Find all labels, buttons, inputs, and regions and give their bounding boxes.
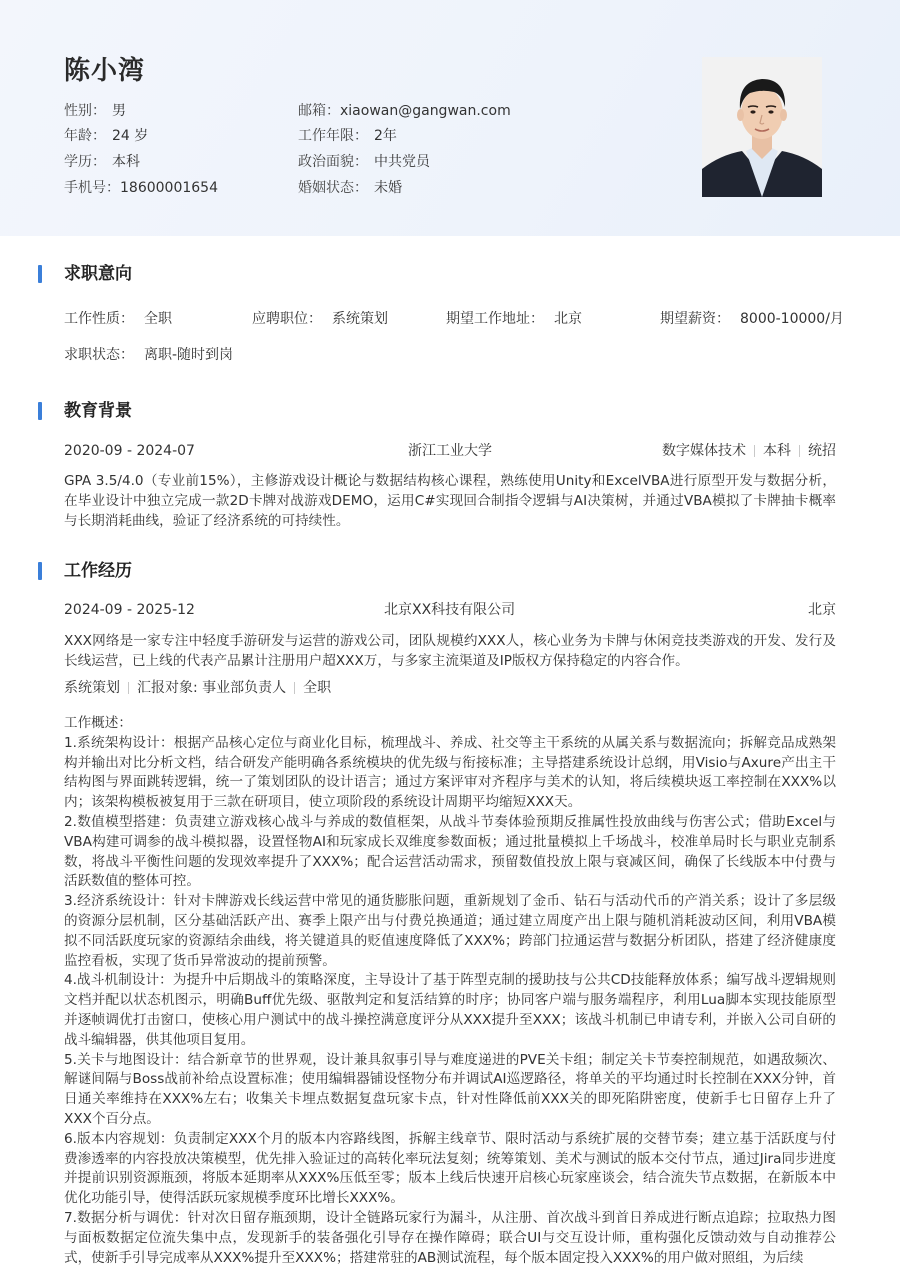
- education-school: 浙江工业大学: [408, 443, 492, 459]
- education-mode: 统招: [808, 443, 836, 459]
- work-item: 6.版本内容规划：负责制定XXX个月的版本内容路线图，拆解主线章节、限时活动与系统扩展的交替节奏；建立基于活跃度与付费渗透率的内容投放决策模型，优先排入验证过的高转化率玩法复刻；统筹策划、美术与测试的版本交付节点，通过Jira同步进度并提前识别资源瓶颈，将版本延期率从XXX%压低至零；版本上线后快速开启核心玩家座谈会，结合流失节点数据，在新版本中优化功能引导，使得活跃玩家规模季度环比增长XXX%。: [64, 1130, 836, 1207]
- work-overview-label: 工作概述：: [64, 715, 132, 731]
- politics-row: [298, 152, 430, 172]
- work-item: 3.经济系统设计：针对卡牌游戏长线运营中常见的通货膨胀问题，重新规划了金币、钻石与活动代币的产消关系；设计了多层级的资源分层机制，区分基础活跃产出、赛季上限产出与付费兑换通道；通过建立周度产出上限与随机消耗波动区间，利用VBA模拟不同活跃度玩家的资源结余曲线，将关键道具的贬值速度降低了XXX%；跨部门拉通运营与数据分析团队，搭建了经济健康度监控看板，实现了货币异常波动的提前预警。: [64, 893, 836, 969]
- work-years-row: [298, 126, 397, 146]
- education-major: 数字媒体技术: [662, 443, 746, 459]
- gender-value: 男: [112, 103, 126, 119]
- separator: [128, 682, 129, 694]
- marital-value: 未婚: [374, 180, 402, 196]
- separator: [799, 445, 800, 457]
- politics-label: 政治面貌：: [298, 154, 368, 170]
- separator: [294, 682, 295, 694]
- work-city: 北京: [808, 602, 836, 618]
- education-label: 学历：: [64, 154, 106, 170]
- email-row: [298, 101, 511, 121]
- gender-row: [64, 101, 126, 121]
- age-label: 年龄：: [64, 128, 106, 144]
- work-item: 5.关卡与地图设计：结合新章节的世界观，设计兼具叙事引导与难度递进的PVE关卡组；制定关卡节奏控制规范，如遇敌频次、解谜间隔与Boss战前补给点设置标准；使用编辑器铺设怪物分布并调试AI巡逻路径，将单关的平均通过时长控制在XXX分钟，首日通关率维持在XXX%左右；收集关卡埋点数据复盘玩家卡点，针对性降低前XXX关的即死陷阱密度，使新手七日留存上升了XXX个百分点。: [64, 1051, 836, 1127]
- candidate-name: 陈小湾: [64, 56, 146, 86]
- phone-value: 18600001654: [120, 180, 218, 196]
- work-item: 7.数据分析与调优：针对次日留存瓶颈期，设计全链路玩家行为漏斗，从注册、首次战斗到首日养成进行断点追踪；拉取热力图与面板数据定位流失集中点，发现新手的装备强化引导存在操作障碍；联合UI与交互设计师，重构强化反馈动效与自动推荐公式，使新手引导完成率从XXX%提升至XXX%；搭建常驻的AB测试流程，每个版本固定投入XXX%的用户做对照组，为后续: [64, 1209, 836, 1266]
- separator: [754, 445, 755, 457]
- intent-city-value: 北京: [554, 311, 582, 327]
- work-period: 2024-09 - 2025-12: [64, 602, 195, 618]
- intent-status-value: 离职-随时到岗: [144, 347, 234, 363]
- intent-type-value: 全职: [144, 311, 172, 327]
- age-value: 24 岁: [112, 128, 149, 144]
- company-description: XXX网络是一家专注中轻度手游研发与运营的游戏公司，团队规模约XXX人，核心业务为卡牌与休闲竞技类游戏的开发、发行及长线运营，已上线的代表产品累计注册用户超XXX万，与多家主流渠道及IP版权方保持稳定的内容合作。: [64, 633, 836, 669]
- marital-row: [298, 178, 402, 198]
- work-role: 系统策划: [64, 680, 120, 696]
- work-item: 1.系统架构设计：根据产品核心定位与商业化目标，梳理战斗、养成、社交等主干系统的从属关系与数据流向；拆解竞品成熟架构并输出对比分析文档，结合研发产能明确各系统模块的优先级与衔接标准；主导搭建系统设计总纲，用Visio与Axure产出主干结构图与界面跳转逻辑，统一了策划团队的设计语言；通过方案评审对齐程序与美术的认知，将后续模块返工率控制在XXX%以内；该架构模板被复用于三款在研项目，使立项阶段的系统设计周期平均缩短XXX天。: [64, 734, 836, 811]
- work-overview: [64, 714, 836, 1274]
- education-description: GPA 3.5/4.0（专业前15%），主修游戏设计概论与数据结构核心课程，熟练使用Unity和ExcelVBA进行原型开发与数据分析，在毕业设计中独立完成一款2D卡牌对战游戏DEMO，运用C#实现回合制指令逻辑与AI决策树，并通过VBA模拟了卡牌抽卡概率与长期消耗曲线，验证了经济系统的可持续性。: [64, 473, 836, 529]
- marital-label: 婚姻状态：: [298, 180, 368, 196]
- intent-status: [64, 345, 233, 365]
- age-row: [64, 126, 148, 146]
- work-item: 2.数值模型搭建：负责建立游戏核心战斗与养成的数值框架，从战斗节奏体验预期反推属性投放曲线与伤害公式；借助Excel与VBA构建可调参的战斗模拟器，设置怪物AI和玩家成长双维度参数面板；通过批量模拟上千场战斗，校准单局时长与职业克制系数，将战斗平衡性问题的发现效率提升了XXX%；配合运营活动需求，预留数值投放上限与衰减区间，确保了长线版本中付费与活跃数值的整体可控。: [64, 813, 836, 890]
- section-education-label: 教育背景: [64, 401, 132, 421]
- work-report: 汇报对象: 事业部负责人: [137, 680, 287, 696]
- politics-value: 中共党员: [374, 154, 430, 170]
- intent-position-value: 系统策划: [332, 311, 388, 327]
- section-accent-bar: [38, 402, 42, 420]
- intent-salary: [660, 309, 844, 329]
- intent-status-label: 求职状态：: [64, 347, 134, 363]
- work-mode: 全职: [303, 680, 332, 696]
- section-accent-bar: [38, 562, 42, 580]
- intent-city-label: 期望工作地址：: [446, 311, 544, 327]
- work-meta: [64, 678, 331, 698]
- education-period: 2020-09 - 2024-07: [64, 443, 195, 459]
- education-value: 本科: [112, 154, 140, 170]
- intent-salary-value: 8000-10000/月: [740, 311, 844, 327]
- intent-position: [252, 309, 388, 329]
- work-years-label: 工作年限：: [298, 128, 368, 144]
- education-degree: 本科: [763, 443, 791, 459]
- section-accent-bar: [38, 265, 42, 283]
- section-work-label: 工作经历: [64, 561, 132, 581]
- intent-type-label: 工作性质：: [64, 311, 134, 327]
- profile-header: [0, 0, 900, 236]
- work-years-value: 2年: [374, 128, 397, 144]
- email-label: 邮箱：: [298, 103, 340, 119]
- education-row: [64, 152, 140, 172]
- email-value: xiaowan@gangwan.com: [340, 103, 511, 119]
- section-job-intent-label: 求职意向: [64, 264, 132, 284]
- intent-position-label: 应聘职位：: [252, 311, 322, 327]
- phone-row: [64, 178, 218, 198]
- intent-salary-label: 期望薪资：: [660, 311, 730, 327]
- gender-label: 性别：: [64, 103, 106, 119]
- phone-label: 手机号：: [64, 180, 120, 196]
- intent-type: [64, 309, 172, 329]
- education-details: [560, 441, 836, 461]
- intent-city: [446, 309, 582, 329]
- work-item: 4.战斗机制设计：为提升中后期战斗的策略深度，主导设计了基于阵型克制的援助技与公共CD技能释放体系；编写战斗逻辑规则文档并配以状态机图示，明确Buff优先级、驱散判定和复活结算的时序；协同客户端与服务端程序，利用Lua脚本实现技能原型并逐帧调优打击窗口，使核心用户测试中的战斗操控满意度评分从XXX提升至XXX；该战斗机制已申请专利，并嵌入公司自研的战斗编辑器，供其他项目复用。: [64, 972, 836, 1048]
- work-company: 北京XX科技有限公司: [384, 602, 516, 618]
- avatar: [702, 57, 822, 197]
